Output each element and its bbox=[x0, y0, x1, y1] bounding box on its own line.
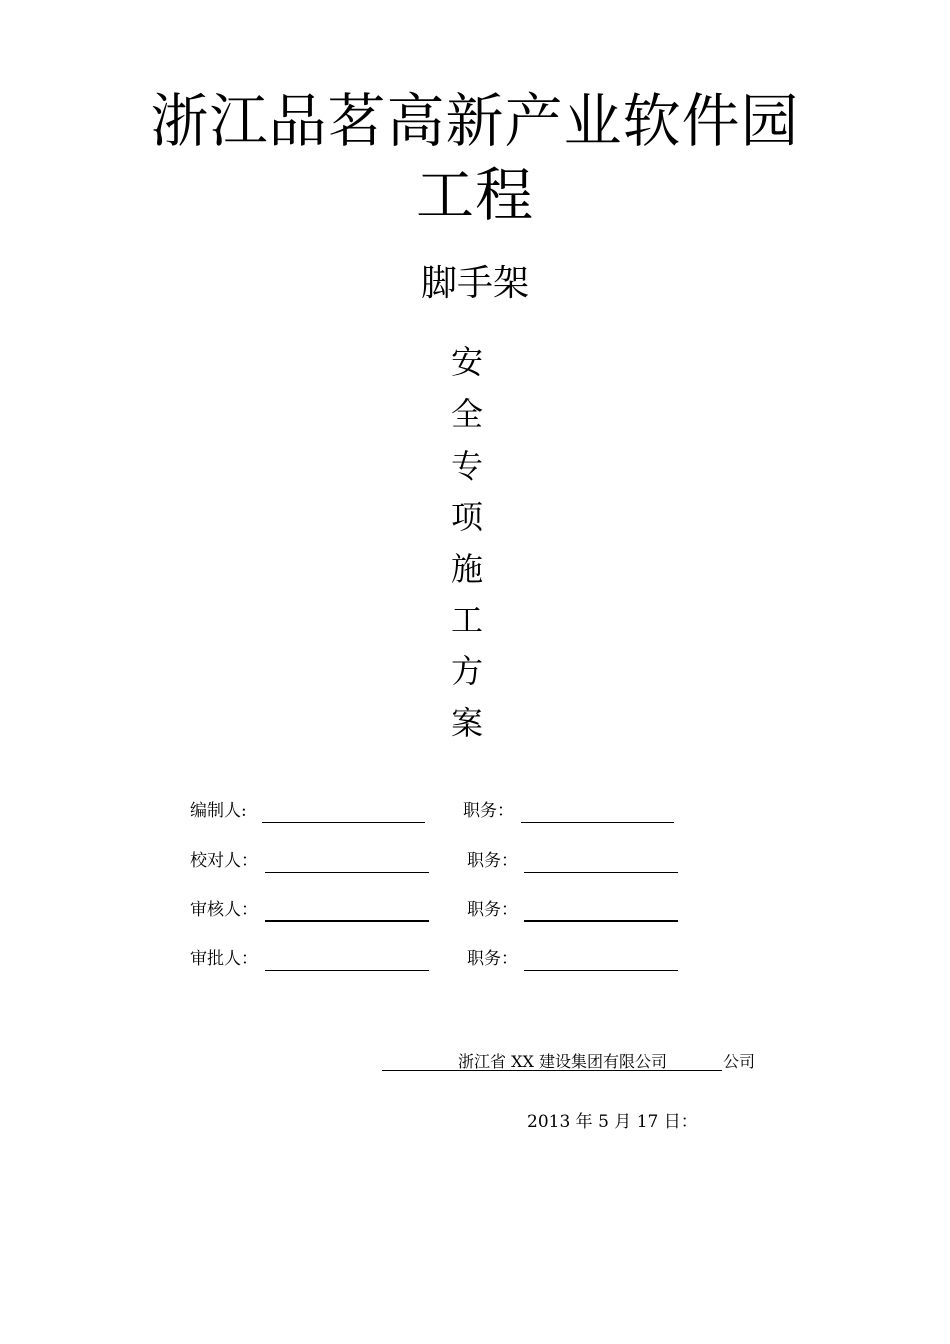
vertical-title-char: 项 bbox=[450, 498, 483, 536]
approver-position-line bbox=[524, 970, 678, 971]
proofreader-signature-line bbox=[265, 872, 429, 873]
proofreader-label: 校对人： bbox=[190, 851, 258, 871]
title-line-1: 浙江品茗高新产业软件园 bbox=[150, 87, 800, 155]
compiler-signature-line bbox=[262, 822, 425, 823]
compiler-label: 编制人: bbox=[190, 801, 247, 821]
compiler-position-label: 职务： bbox=[463, 801, 514, 821]
vertical-title-char: 全 bbox=[450, 395, 483, 433]
vertical-title-char: 专 bbox=[450, 447, 483, 485]
company-suffix: 公司 bbox=[723, 1052, 756, 1071]
document-date: 2013 年 5 月 17 日： bbox=[527, 1112, 698, 1132]
vertical-title-char: 案 bbox=[450, 704, 483, 742]
vertical-title-char: 安 bbox=[450, 343, 483, 381]
vertical-title-char: 方 bbox=[450, 652, 483, 690]
proofreader-position-line bbox=[524, 872, 678, 873]
approver-position-label: 职务： bbox=[467, 949, 518, 969]
vertical-title-char: 工 bbox=[450, 601, 483, 639]
approver-signature-line bbox=[265, 970, 429, 971]
subtitle: 脚手架 bbox=[420, 263, 529, 304]
title-line-2: 工程 bbox=[415, 161, 534, 229]
reviewer-position-label: 职务： bbox=[467, 900, 518, 920]
vertical-title-char: 施 bbox=[450, 550, 483, 588]
approver-label: 审批人： bbox=[190, 949, 258, 969]
reviewer-position-line bbox=[524, 920, 678, 922]
proofreader-position-label: 职务： bbox=[467, 851, 518, 871]
reviewer-label: 审核人： bbox=[190, 900, 258, 920]
compiler-position-line bbox=[521, 822, 674, 823]
company-name: 浙江省 XX 建设集团有限公司 bbox=[458, 1052, 667, 1071]
reviewer-signature-line bbox=[265, 920, 429, 922]
